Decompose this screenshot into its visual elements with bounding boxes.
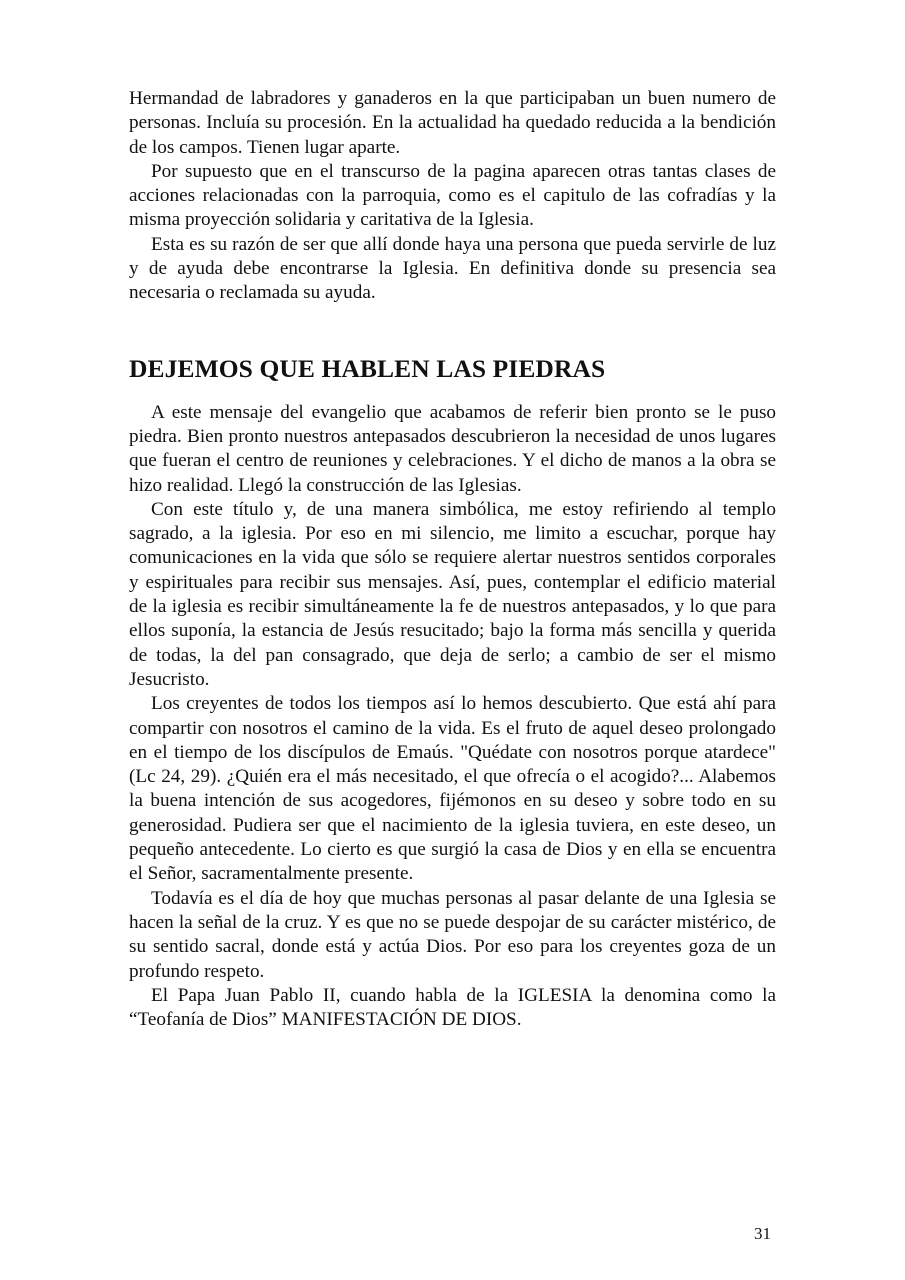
paragraph-mensaje-evangelio: A este mensaje del evangelio que acabamos de referir bien pronto se le puso piedra. Bien pronto nuestros antepasados descubrieron la necesidad de unos lugares que fueran el centro de reuniones y celebraciones. Y el dicho de manos a la obra se hizo realidad. Llegó la construcción de las Iglesias. <box>129 401 776 496</box>
paragraph-creyentes: Los creyentes de todos los tiempos así lo hemos descubierto. Que está ahí para compartir con nosotros el camino de la vida. Es el fruto de aquel deseo prolongado en el tiempo de los discípulos de Emaús. "Quédate con nosotros porque atardece" (Lc 24, 29). ¿Quién era el más necesitado, el que ofrecía o el acogido?... Alabemos la buena intención de sus acogedores, fijémonos en su deseo y sobre todo en su generosidad. Pudiera ser que el nacimiento de la iglesia tuviera, en este deseo, un pequeño antecedente. Lo cierto es que surgió la casa de Dios y en ella se encuentra el Señor, sacramentalmente presente. <box>129 693 776 885</box>
paragraph-senal-cruz: Todavía es el día de hoy que muchas personas al pasar delante de una Iglesia se hacen la señal de la cruz. Y es que no se puede despojar de su carácter mistérico, de su sentido sacral, donde está y actúa Dios. Por eso para los creyentes goza de un profundo respeto. <box>129 887 776 982</box>
paragraph-transcurso: Por supuesto que en el transcurso de la pagina aparecen otras tantas clases de acciones relacionadas con la parroquia, como es el capitulo de las cofradías y la misma proyección solidaria y caritativa de la Iglesia. <box>129 160 776 231</box>
paragraph-juan-pablo: El Papa Juan Pablo II, cuando habla de la IGLESIA la denomina como la “Teofanía de Dios” MANIFESTACIÓN DE DIOS. <box>129 984 776 1031</box>
paragraph-titulo-simbolico: Con este título y, de una manera simbólica, me estoy refiriendo al templo sagrado, a la iglesia. Por eso en mi silencio, me limito a escuchar, porque hay comunicaciones en la vida que sólo se requiere alertar nuestros sentidos corporales y espirituales para recibir sus mensajes. Así, pues, contemplar el edificio material de la iglesia es recibir simultáneamente la fe de nuestros antepasados, y lo que para ellos suponía, la estancia de Jesús resucitado; bajo la forma más sencilla y querida de todas, la del pan consagrado, que deja de serlo; a cambio de ser el mismo Jesucristo. <box>129 498 776 690</box>
document-page <box>129 87 776 1032</box>
page-number: 31 <box>754 1224 771 1243</box>
section-heading: DEJEMOS QUE HABLEN LAS PIEDRAS <box>129 353 606 383</box>
paragraph-razon-de-ser: Esta es su razón de ser que allí donde haya una persona que pueda servirle de luz y de ayuda debe encontrarse la Iglesia. En definitiva donde su presencia sea necesaria o reclamada su ayuda. <box>129 233 776 304</box>
section-heading-wrapper <box>129 353 776 385</box>
paragraph-hermandad: Hermandad de labradores y ganaderos en la que participaban un buen numero de personas. Incluía su procesión. En la actualidad ha quedado reducida a la bendición de los campos. Tienen lugar aparte. <box>129 88 776 158</box>
